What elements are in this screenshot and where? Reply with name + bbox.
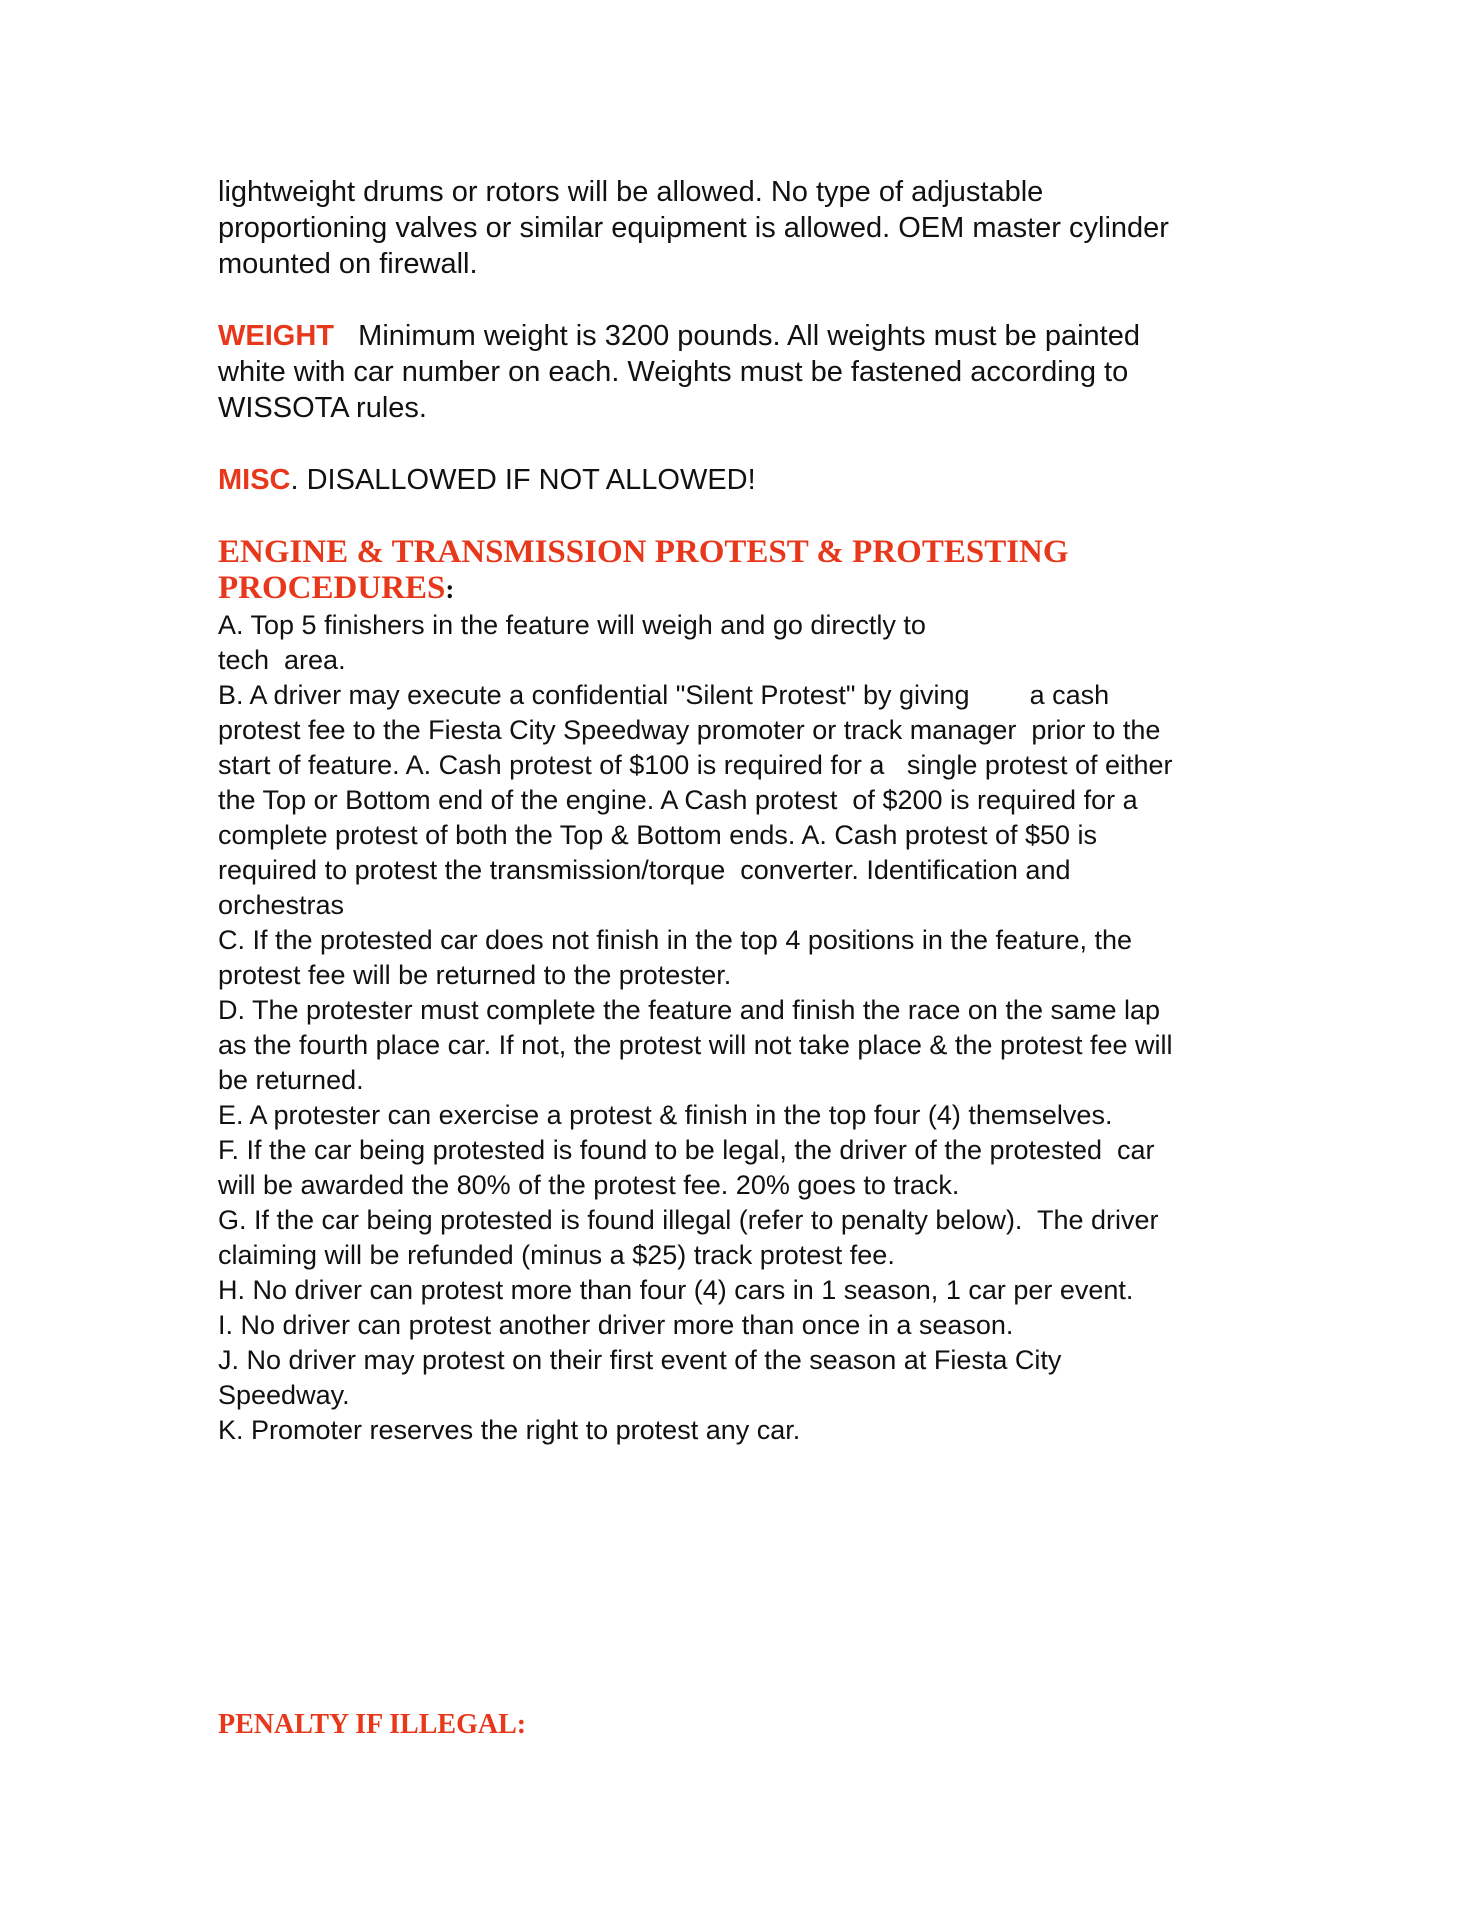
list-item: Speedway.	[218, 1380, 350, 1410]
weight-text: Minimum weight is 3200 pounds. All weights must be painted	[334, 320, 1140, 352]
protest-heading-line: ENGINE & TRANSMISSION PROTEST & PROTESTING	[218, 534, 1069, 570]
list-item: D. The protester must complete the feature and finish the race on the same lap	[218, 995, 1161, 1025]
penalty-heading: PENALTY IF ILLEGAL:	[218, 1709, 527, 1740]
misc-section	[218, 462, 1278, 498]
list-item: C. If the protested car does not finish in the top 4 positions in the feature, the	[218, 925, 1133, 955]
brakes-continuation	[218, 174, 1278, 282]
protest-heading	[218, 534, 1278, 607]
list-item: claiming will be refunded (minus a $25) track protest fee.	[218, 1240, 895, 1270]
list-item: J. No driver may protest on their first event of the season at Fiesta City	[218, 1345, 1062, 1375]
list-item: tech area.	[218, 645, 346, 675]
brakes-line: proportioning valves or similar equipment is allowed. OEM master cylinder	[218, 212, 1169, 244]
list-item: be returned.	[218, 1065, 364, 1095]
protest-rules-list	[218, 608, 1278, 1448]
list-item: G. If the car being protested is found illegal (refer to penalty below). The driver	[218, 1205, 1159, 1235]
list-item: A. Top 5 finishers in the feature will weigh and go directly to	[218, 610, 926, 640]
weight-line: WISSOTA rules.	[218, 392, 427, 424]
misc-text: . DISALLOWED IF NOT ALLOWED!	[290, 464, 756, 496]
list-item: E. A protester can exercise a protest & finish in the top four (4) themselves.	[218, 1100, 1113, 1130]
list-item: B. A driver may execute a confidential "Silent Protest" by giving a cash	[218, 680, 1110, 710]
list-item: protest fee to the Fiesta City Speedway promoter or track manager prior to the	[218, 715, 1161, 745]
brakes-line: mounted on firewall.	[218, 248, 478, 280]
misc-label: MISC	[218, 464, 291, 496]
list-item: protest fee will be returned to the protester.	[218, 960, 732, 990]
protest-heading-colon: :	[445, 574, 455, 604]
weight-label: WEIGHT	[218, 320, 334, 352]
weight-section	[218, 318, 1278, 426]
brakes-line: lightweight drums or rotors will be allowed. No type of adjustable	[218, 176, 1044, 208]
weight-line: white with car number on each. Weights must be fastened according to	[218, 356, 1129, 388]
list-item: K. Promoter reserves the right to protest any car.	[218, 1415, 801, 1445]
list-item: start of feature. A. Cash protest of $100 is required for a single protest of either	[218, 750, 1173, 780]
list-item: required to protest the transmission/torque converter. Identification and	[218, 855, 1071, 885]
list-item: F. If the car being protested is found to be legal, the driver of the protested car	[218, 1135, 1155, 1165]
list-item: will be awarded the 80% of the protest fee. 20% goes to track.	[218, 1170, 960, 1200]
protest-heading-line: PROCEDURES	[218, 570, 446, 606]
list-item: I. No driver can protest another driver more than once in a season.	[218, 1310, 1014, 1340]
list-item: H. No driver can protest more than four (4) cars in 1 season, 1 car per event.	[218, 1275, 1134, 1305]
list-item: as the fourth place car. If not, the protest will not take place & the protest fee will	[218, 1030, 1173, 1060]
list-item: complete protest of both the Top & Bottom ends. A. Cash protest of $50 is	[218, 820, 1098, 850]
list-item: orchestras	[218, 890, 345, 920]
list-item: the Top or Bottom end of the engine. A Cash protest of $200 is required for a	[218, 785, 1138, 815]
